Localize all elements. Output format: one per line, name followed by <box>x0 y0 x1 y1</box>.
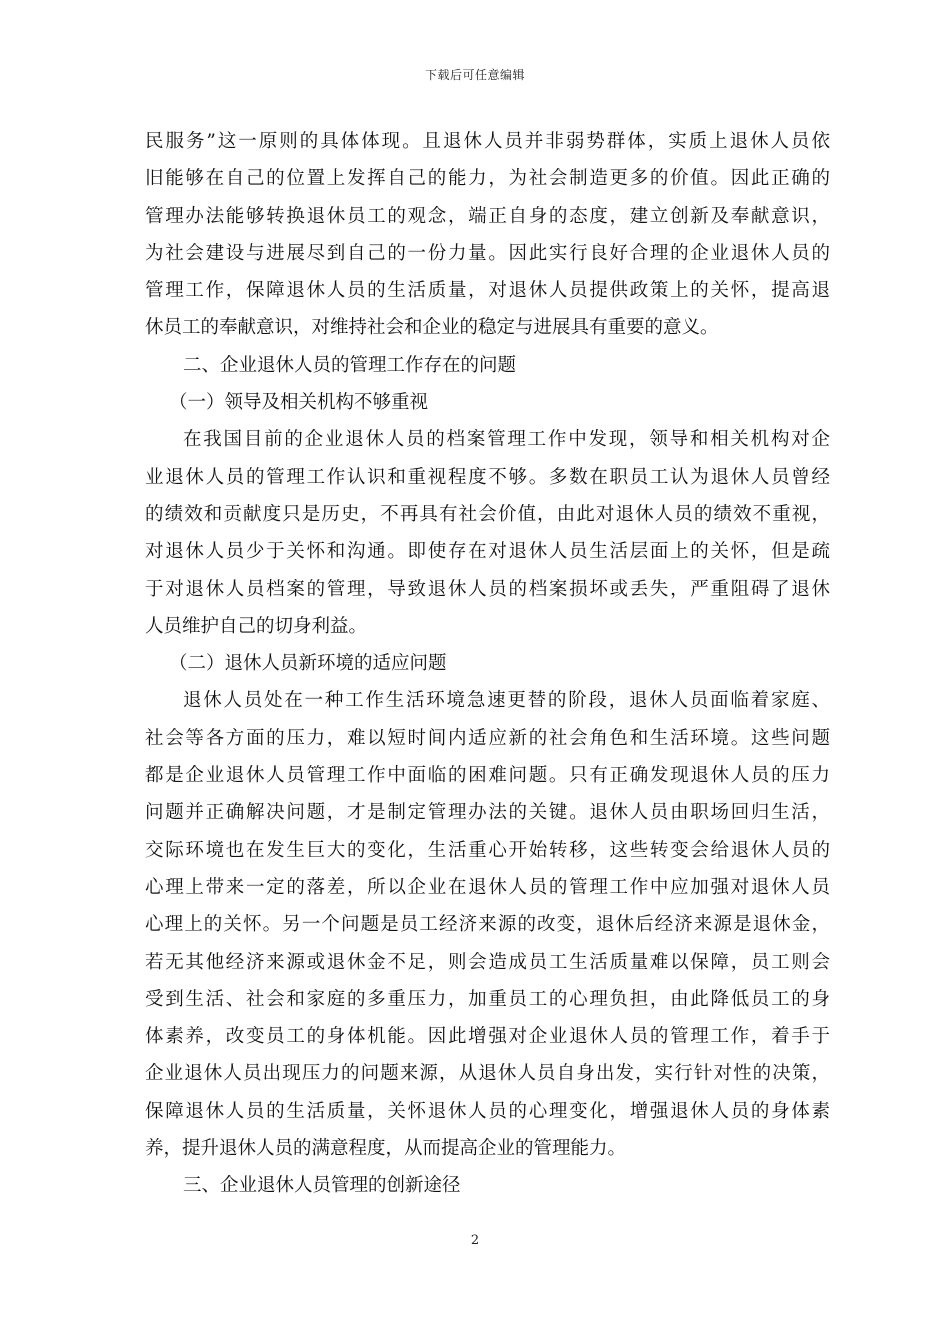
text-line: 若无其他经济来源或退休金不足，则会造成员工生活质量难以保障，员工则会 <box>145 951 830 973</box>
text-line: 受到生活、社会和家庭的多重压力，加重员工的心理负担，由此降低员工的身 <box>145 988 830 1010</box>
text-line: 都是企业退休人员管理工作中面临的困难问题。只有正确发现退休人员的压力 <box>145 765 830 787</box>
text-line: 问题并正确解决问题，才是制定管理办法的关键。退休人员由职场回归生活， <box>145 802 830 824</box>
text-line: 企业退休人员出现压力的问题来源，从退休人员自身出发，实行针对性的决策， <box>145 1063 830 1085</box>
section-heading-2: 二、企业退休人员的管理工作存在的问题 <box>183 354 517 376</box>
subsection-heading-1: （一）领导及相关机构不够重视 <box>169 392 429 414</box>
text-line: 人员维护自己的切身利益。 <box>145 615 368 637</box>
text-line: 养，提升退休人员的满意程度，从而提高企业的管理能力。 <box>145 1138 627 1160</box>
text-line: 社会等各方面的压力，难以短时间内适应新的社会角色和生活环境。这些问题 <box>145 727 830 749</box>
page-number: 2 <box>470 1233 480 1248</box>
text-line: 体素养，改变员工的身体机能。因此增强对企业退休人员的管理工作，着手于 <box>145 1026 830 1048</box>
paragraph-1 <box>145 123 830 347</box>
text-line: 为社会建设与进展尽到自己的一份力量。因此实行良好合理的企业退休人员的 <box>145 242 830 264</box>
text-line: 的绩效和贡献度只是历史，不再具有社会价值，由此对退休人员的绩效不重视， <box>145 503 830 525</box>
text-line: 心理上的关怀。另一个问题是员工经济来源的改变，退休后经济来源是退休金， <box>145 914 830 936</box>
text-line: 业退休人员的管理工作认识和重视程度不够。多数在职员工认为退休人员曾经 <box>145 466 830 488</box>
paragraph-3 <box>145 682 830 1167</box>
subsection-heading-2: （二）退休人员新环境的适应问题 <box>169 653 447 675</box>
text-line: 在我国目前的企业退休人员的档案管理工作中发现，领导和相关机构对企 <box>183 429 830 451</box>
text-line: 旧能够在自己的位置上发挥自己的能力，为社会制造更多的价值。因此正确的 <box>145 168 830 190</box>
text-line: 对退休人员少于关怀和沟通。即使存在对退休人员生活层面上的关怀，但是疏 <box>145 541 830 563</box>
text-line: 保障退休人员的生活质量，关怀退休人员的心理变化，增强退休人员的身体素 <box>145 1100 830 1122</box>
text-line: 心理上带来一定的落差，所以企业在退休人员的管理工作中应加强对退休人员 <box>145 876 830 898</box>
document-body <box>145 123 830 1205</box>
page-header: 下载后可任意编辑 <box>424 68 525 82</box>
text-line: 民服务”这一原则的具体体现。且退休人员并非弱势群体，实质上退休人员依 <box>145 131 830 152</box>
text-line: 管理工作，保障退休人员的生活质量，对退休人员提供政策上的关怀，提高退 <box>145 280 830 302</box>
section-heading-3: 三、企业退休人员管理的创新途径 <box>183 1175 461 1197</box>
text-line: 管理办法能够转换退休员工的观念，端正自身的态度，建立创新及奉献意识， <box>145 205 830 227</box>
text-line: 休员工的奉献意识，对维持社会和企业的稳定与进展具有重要的意义。 <box>145 317 719 339</box>
text-line: 交际环境也在发生巨大的变化，生活重心开始转移，这些转变会给退休人员的 <box>145 839 830 861</box>
text-line: 退休人员处在一种工作生活环境急速更替的阶段，退休人员面临着家庭、 <box>183 690 830 712</box>
text-line: 于对退休人员档案的管理，导致退休人员的档案损坏或丢失，严重阻碍了退休 <box>145 578 830 600</box>
paragraph-2 <box>145 421 830 645</box>
